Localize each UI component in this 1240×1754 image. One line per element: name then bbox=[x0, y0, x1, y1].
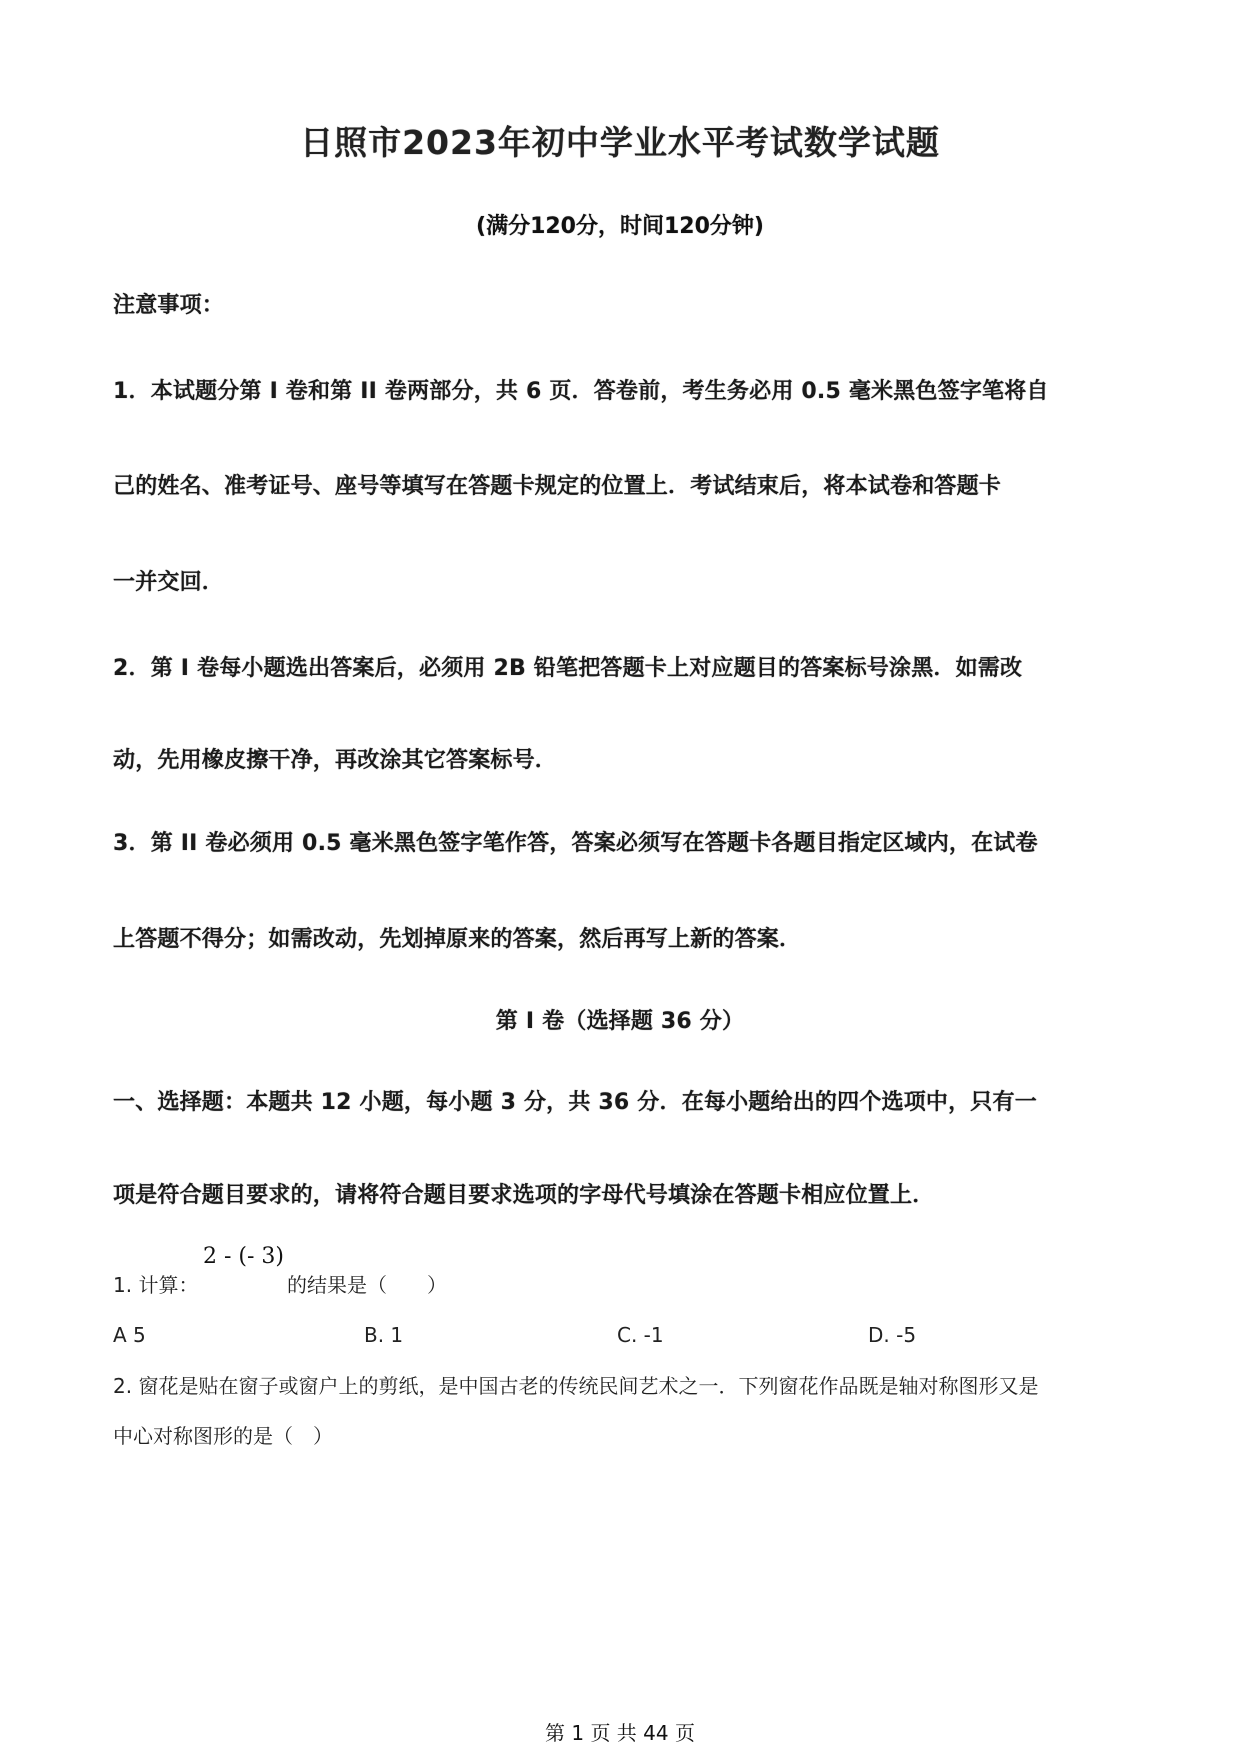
question-1-option-d: D. -5 bbox=[868, 1323, 917, 1347]
question-1-option-a: A 5 bbox=[113, 1323, 146, 1347]
exam-info-subtitle: (满分120分，时间120分钟) bbox=[476, 214, 764, 239]
notice-line: 2．第 I 卷每小题选出答案后，必须用 2B 铅笔把答题卡上对应题目的答案标号涂黑．如需改 bbox=[113, 656, 1023, 681]
question-1-prefix: 1. 计算： bbox=[113, 1273, 199, 1297]
section-heading: 第 I 卷（选择题 36 分） bbox=[495, 1009, 745, 1034]
question-1-option-c: C. -1 bbox=[617, 1323, 664, 1347]
page-footer: 第 1 页 共 44 页 bbox=[545, 1721, 695, 1745]
notice-line: 上答题不得分；如需改动，先划掉原来的答案，然后再写上新的答案． bbox=[113, 927, 802, 952]
question-1-suffix: 的结果是（ ） bbox=[287, 1273, 447, 1297]
question-1-expression: 2 - (- 3) bbox=[203, 1244, 285, 1269]
question-2-line: 2. 窗花是贴在窗子或窗户上的剪纸，是中国古老的传统民间艺术之一．下列窗花作品既是轴对称图形又是 bbox=[113, 1374, 1039, 1398]
page-title: 日照市2023年初中学业水平考试数学试题 bbox=[300, 123, 940, 162]
question-1-option-b: B. 1 bbox=[364, 1323, 404, 1347]
notice-line: 动，先用橡皮擦干净，再改涂其它答案标号． bbox=[113, 748, 558, 773]
question-2-line: 中心对称图形的是（ ） bbox=[113, 1424, 333, 1448]
notice-line: 1．本试题分第 I 卷和第 II 卷两部分，共 6 页．答卷前，考生务必用 0.5 毫米黑色签字笔将自 bbox=[113, 379, 1049, 404]
notice-line: 一并交回． bbox=[113, 570, 225, 595]
notice-heading: 注意事项： bbox=[113, 293, 225, 318]
notice-line: 3．第 II 卷必须用 0.5 毫米黑色签字笔作答，答案必须写在答题卡各题目指定区域内，在试卷 bbox=[113, 831, 1038, 856]
part-instructions-line: 项是符合题目要求的，请将符合题目要求选项的字母代号填涂在答题卡相应位置上． bbox=[113, 1183, 935, 1208]
part-instructions-line: 一、选择题：本题共 12 小题，每小题 3 分，共 36 分．在每小题给出的四个选项中，只有一 bbox=[113, 1090, 1037, 1115]
notice-line: 己的姓名、准考证号、座号等填写在答题卡规定的位置上．考试结束后，将本试卷和答题卡 bbox=[113, 474, 1002, 499]
